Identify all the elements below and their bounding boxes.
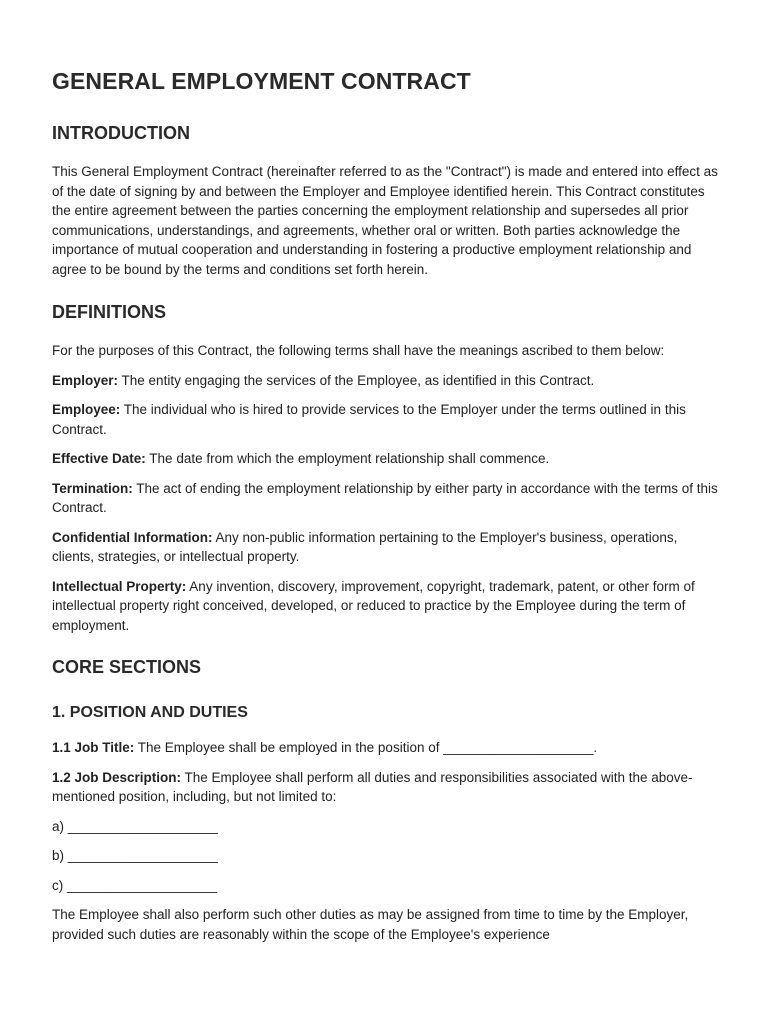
introduction-body: This General Employment Contract (hereinafter referred to as the "Contract") is made and entered into effect as of the date of signing by and between the Employer and Employee identified herein. This Contract constitutes the entire agreement between the parties concerning the employment relationship and supersedes all prior communications, understandings, and agreements, whether oral or written. Both parties acknowledge the importance of mutual cooperation and understanding in fostering a productive employment relationship and agree to be bound by the terms and conditions set forth herein. [52,164,718,277]
introduction-heading: INTRODUCTION [52,123,190,143]
document-page [52,68,718,954]
definition-text: Any non-public information pertaining to the Employer's business, operations, clients, strategies, or intellectual property. [52,529,678,564]
definition-text: The act of ending the employment relationship by either party in accordance with the terms of this Contract. [52,480,718,515]
job-description-clause [52,768,718,807]
definition-item [52,479,718,518]
definition-text: The entity engaging the services of the Employee, as identified in this Contract. [118,372,595,388]
definitions-heading: DEFINITIONS [52,302,167,322]
other-duties-paragraph: The Employee shall also perform such other duties as may be assigned from time to time by the Employer, provided such duties are reasonably within the scope of the Employee's experience [52,907,689,942]
core-sections-heading: CORE SECTIONS [52,657,202,677]
definition-item [52,371,718,391]
job-title-text: The Employee shall be employed in the position of ____________________. [134,740,598,755]
definition-term: Intellectual Property: [52,578,187,594]
core-sections [52,657,718,944]
job-title-label: 1.1 Job Title: [52,740,135,755]
definition-item [52,577,718,636]
definition-term: Confidential Information: [52,529,213,545]
job-description-label: 1.2 Job Description: [52,769,182,785]
definitions-section [52,302,718,635]
job-title-clause [52,738,718,758]
definition-item [52,528,718,567]
definition-term: Termination: [52,480,133,496]
duty-list-item: b) ____________________ [52,848,218,863]
introduction-section [52,123,718,279]
definition-item [52,449,718,469]
job-description-text: The Employee shall perform all duties and responsibilities associated with the above-mentioned position, including, but not limited to: [52,769,693,804]
section-1-heading: 1. POSITION AND DUTIES [52,704,248,721]
definition-term: Employee: [52,402,121,417]
definition-text: Any invention, discovery, improvement, copyright, trademark, patent, or other form of intellectual property right conceived, developed, or reduced to practice by the Employee during the term of employment. [52,578,695,633]
document-title: GENERAL EMPLOYMENT CONTRACT [52,68,471,94]
definition-item [52,400,718,439]
definition-term: Employer: [52,372,119,388]
definition-term: Effective Date: [52,451,146,466]
definitions-intro: For the purposes of this Contract, the following terms shall have the meanings ascribed to them below: [52,343,665,358]
definition-text: The individual who is hired to provide services to the Employer under the terms outlined in this Contract. [52,402,686,437]
duty-list-item: a) ____________________ [52,818,218,834]
definition-text: The date from which the employment relationship shall commence. [145,451,550,466]
duty-list-item: c) ____________________ [52,877,218,893]
